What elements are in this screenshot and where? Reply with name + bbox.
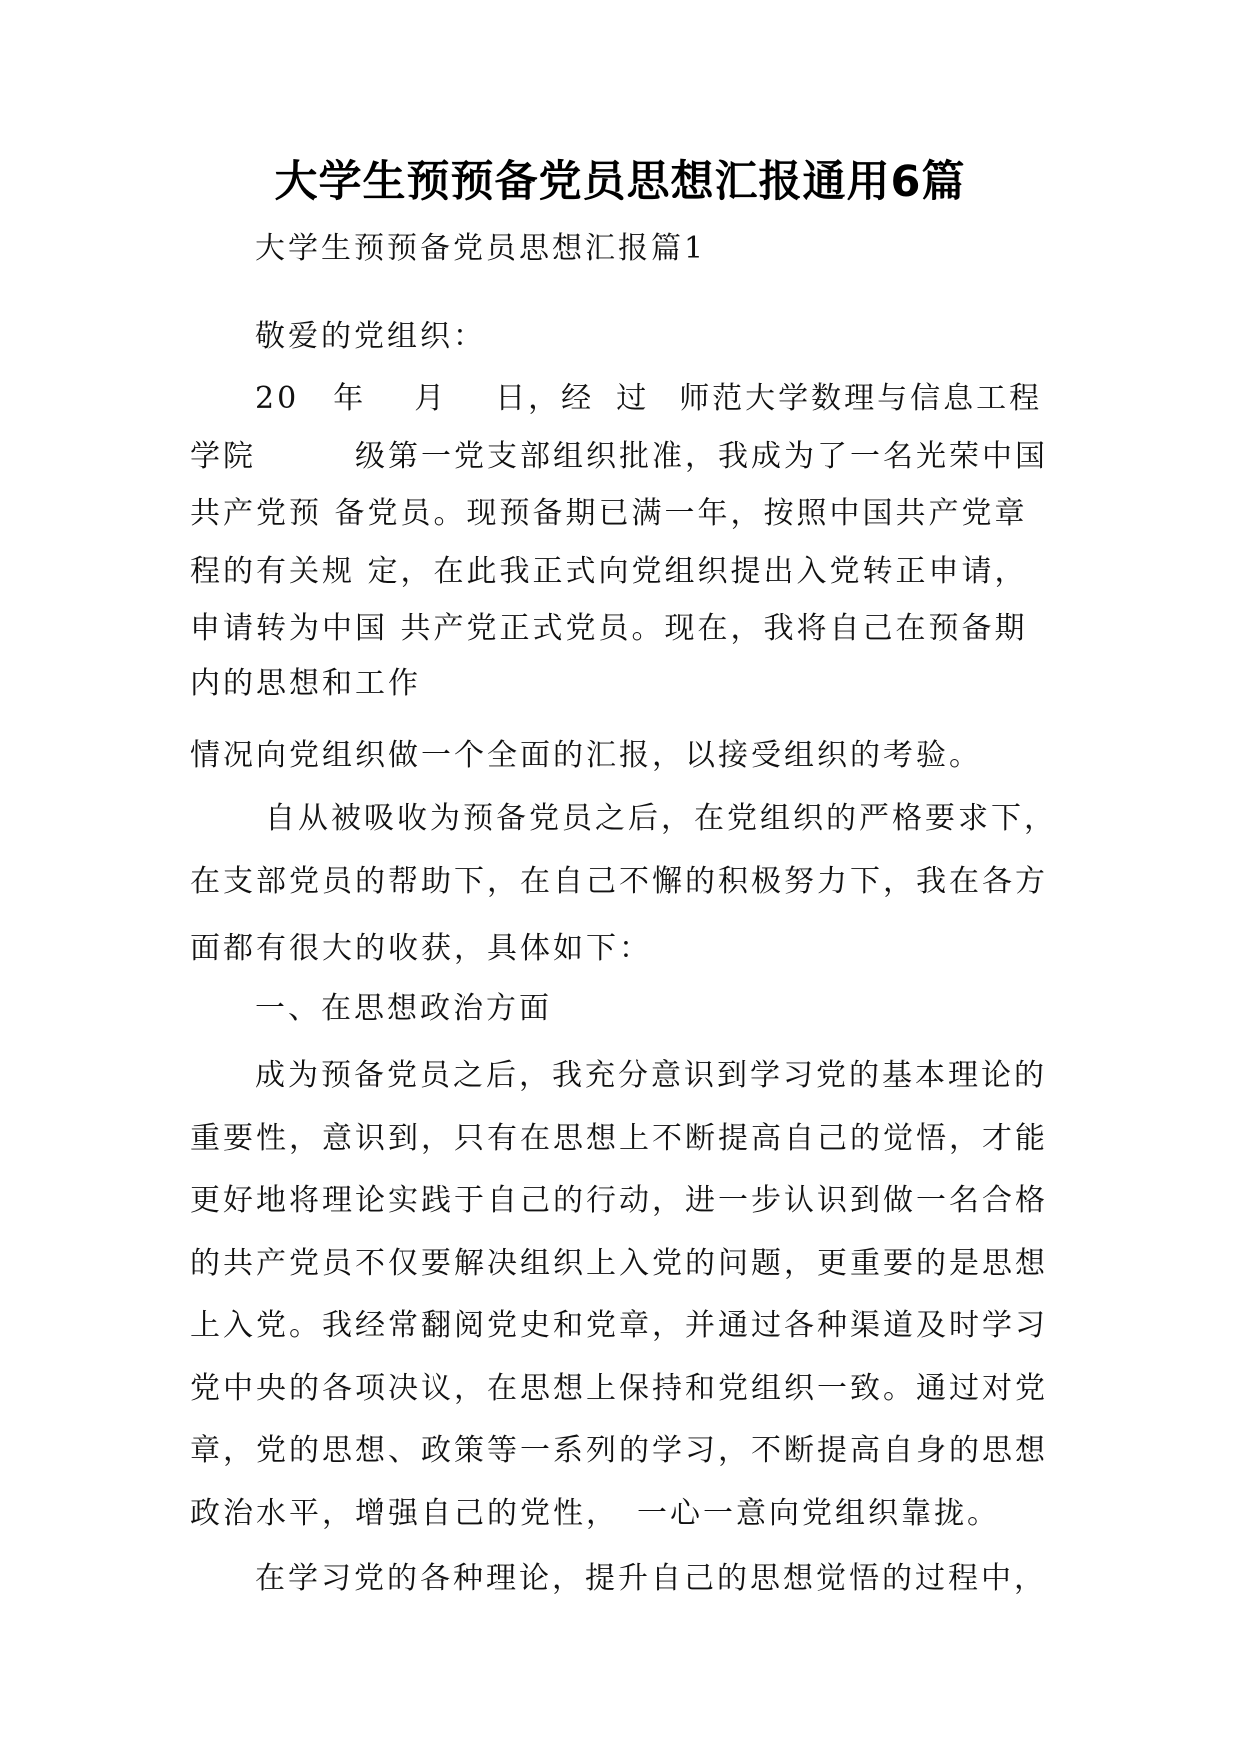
paragraph-start: 成为预备党员之后，我充分意识到学习党的基本理论的: [255, 1058, 1047, 1093]
body-line: 党中央的各项决议，在思想上保持和党组织一致。通过对党: [190, 1371, 1048, 1406]
body-line: 章，党的思想、政策等一系列的学习，不断提高自身的思想: [190, 1433, 1048, 1468]
date-year-char: 年: [333, 381, 367, 416]
paragraph-start: 在学习党的各种理论，提升自己的思想觉悟的过程中，: [255, 1561, 1047, 1596]
body-line: 上入党。我经常翻阅党史和党章，并通过各种渠道及时学习: [190, 1308, 1048, 1343]
body-line: 更好地将理论实践于自己的行动，进一步认识到做一名合格: [190, 1183, 1048, 1218]
document-title: 大学生预预备党员思想汇报通用6篇: [274, 157, 966, 207]
date-line: [255, 380, 1042, 418]
body-line: 程的有关规 定，在此我正式向党组织提出入党转正申请，: [190, 554, 1028, 589]
date-year: 20: [255, 381, 300, 416]
salutation: 敬爱的党组织：: [255, 319, 486, 354]
body-line: 申请转为中国 共产党正式党员。现在，我将自己在预备期: [190, 611, 1028, 646]
body-line: 情况向党组织做一个全面的汇报，以接受组织的考验。: [190, 738, 982, 773]
body-line: 重要性，意识到，只有在思想上不断提高自己的觉悟，才能: [190, 1121, 1048, 1156]
section-heading: 大学生预预备党员思想汇报篇1: [255, 231, 707, 266]
body-line: 内的思想和工作: [190, 666, 421, 701]
paragraph-start: 自从被吸收为预备党员之后，在党组织的严格要求下，: [265, 801, 1057, 836]
body-line: 在支部党员的帮助下，在自己不懈的积极努力下，我在各方: [190, 864, 1048, 899]
body-line: 共产党预 备党员。现预备期已满一年，按照中国共产党章: [190, 496, 1028, 531]
body-line: 的共产党员不仅要解决组织上入党的问题，更重要的是思想: [190, 1246, 1048, 1281]
body-line: 面都有很大的收获，具体如下：: [190, 931, 652, 966]
body-line: 学院 级第一党支部组织批准，我成为了一名光荣中国: [190, 439, 1048, 474]
date-month-char: 月: [414, 381, 448, 416]
body-line: 政治水平，增强自己的党性， 一心一意向党组织靠拢。: [190, 1496, 1000, 1531]
university-name: 师范大学数理与信息工程: [679, 381, 1043, 416]
subsection-heading: 一、在思想政治方面: [255, 991, 552, 1026]
date-day-char: 日，经: [495, 381, 595, 416]
date-pass-char: 过: [616, 381, 650, 416]
